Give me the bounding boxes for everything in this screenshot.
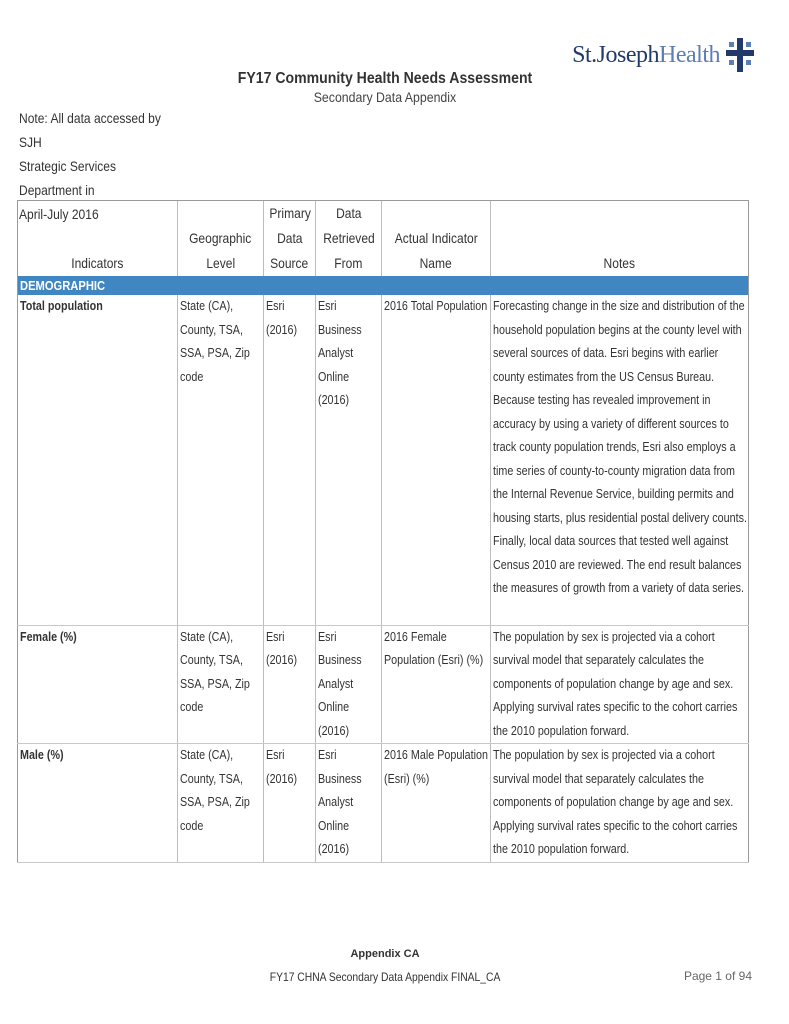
page-number: Page 1 of 94 bbox=[683, 969, 752, 983]
cell-name bbox=[382, 744, 491, 863]
note-line-3: April-July 2016 bbox=[19, 206, 99, 222]
cell-retrieved-text: Esri Business Analyst Online (2016) bbox=[318, 629, 362, 738]
footer-filename bbox=[0, 970, 770, 984]
header-indicator-name bbox=[382, 201, 491, 277]
cell-retrieved bbox=[316, 625, 382, 744]
cell-indicator-text: Total population bbox=[20, 299, 103, 313]
header-notes-text: Notes bbox=[603, 255, 636, 271]
cell-source bbox=[264, 295, 316, 625]
cell-source bbox=[264, 744, 316, 863]
table-row bbox=[18, 625, 749, 744]
cell-geo bbox=[178, 625, 264, 744]
cross-logo-icon bbox=[726, 38, 754, 72]
header-geographic-level bbox=[178, 201, 264, 277]
cell-indicator bbox=[18, 295, 178, 625]
cell-source-text: Esri (2016) bbox=[266, 629, 298, 667]
cell-retrieved bbox=[316, 295, 382, 625]
cell-notes-text: The population by sex is projected via a cohort survival model that separately calculates the components of population change by age and sex. Applying survival rates specific to the cohort carries the 2010 population forward. bbox=[493, 748, 738, 856]
section-row bbox=[18, 276, 749, 295]
cell-geo bbox=[178, 295, 264, 625]
cell-source-text: Esri (2016) bbox=[266, 748, 298, 786]
footer-filename-text: FY17 CHNA Secondary Data Appendix FINAL_CA bbox=[269, 970, 501, 984]
header-src-l2: Data bbox=[276, 230, 303, 246]
header-ret-l3: From bbox=[334, 255, 363, 271]
header-notes bbox=[491, 201, 749, 277]
cell-notes-text: Forecasting change in the size and distribution of the household population begins at the county level with several sources of data. Esri begins with earlier county estimates from the US Census Bureau. Because testing has revealed improvement in accuracy by using a variety of different sources to track county population trends, Esri also employs a time series of county-to-county migration data from the Internal Revenue Service, building permits and housing starts, plus residential postal delivery counts. Finally, local data sources that tested well against Census 2010 are reviewed. The end result balances the measures of growth from a variety of data series. bbox=[493, 299, 747, 595]
cell-retrieved-text: Esri Business Analyst Online (2016) bbox=[318, 748, 362, 856]
logo bbox=[572, 38, 754, 72]
cell-geo-text: State (CA), County, TSA, SSA, PSA, Zip code bbox=[180, 629, 250, 714]
header-geo-l1: Geographic bbox=[189, 230, 252, 246]
header-name-l2: Name bbox=[419, 255, 453, 271]
page-subtitle-text: Secondary Data Appendix bbox=[313, 89, 457, 105]
page-subtitle bbox=[0, 89, 770, 105]
cell-geo bbox=[178, 744, 264, 863]
cell-source-text: Esri (2016) bbox=[266, 299, 298, 337]
header-name-l1: Actual Indicator bbox=[394, 230, 478, 246]
header-geo-l2: Level bbox=[206, 255, 235, 271]
cell-indicator-text: Female (%) bbox=[20, 629, 77, 644]
cell-indicator bbox=[18, 625, 178, 744]
header-indicators bbox=[18, 201, 178, 277]
table-row bbox=[18, 744, 749, 863]
header-ret-l2: Retrieved bbox=[322, 230, 375, 246]
logo-text-a: St.Joseph bbox=[572, 41, 660, 68]
header-indicators-text: Indicators bbox=[71, 255, 124, 271]
cell-geo-text: State (CA), County, TSA, SSA, PSA, Zip code bbox=[180, 748, 250, 833]
header-retrieved-from bbox=[316, 201, 382, 277]
note-line-2: Strategic Services Department in bbox=[19, 158, 117, 198]
indicator-table bbox=[17, 200, 749, 863]
cell-retrieved bbox=[316, 744, 382, 863]
table-header-row bbox=[18, 201, 749, 277]
page-title: FY17 Community Health Needs Assessment bbox=[237, 70, 533, 87]
cell-name-text: 2016 Total Population bbox=[384, 299, 488, 313]
cell-source bbox=[264, 625, 316, 744]
cell-notes bbox=[491, 295, 749, 625]
cell-retrieved-text: Esri Business Analyst Online (2016) bbox=[318, 299, 362, 407]
section-label-text: DEMOGRAPHIC bbox=[20, 278, 106, 293]
cell-name-text: 2016 Female Population (Esri) (%) bbox=[384, 629, 484, 667]
cell-name-text: 2016 Male Population (Esri) (%) bbox=[384, 748, 489, 786]
cell-notes bbox=[491, 744, 749, 863]
cell-notes-text: The population by sex is projected via a cohort survival model that separately calculates the components of population change by age and sex. Applying survival rates specific to the cohort carries the 2010 population forward. bbox=[493, 629, 738, 738]
note-line-1: Note: All data accessed by SJH bbox=[19, 110, 161, 150]
cell-indicator-text: Male (%) bbox=[20, 748, 64, 762]
cell-name bbox=[382, 295, 491, 625]
logo-text-b: Health bbox=[659, 41, 720, 68]
footer-appendix: Appendix CA bbox=[350, 948, 420, 960]
cell-geo-text: State (CA), County, TSA, SSA, PSA, Zip code bbox=[180, 299, 250, 384]
cell-name bbox=[382, 625, 491, 744]
section-label bbox=[18, 276, 749, 295]
header-ret-l1: Data bbox=[335, 205, 362, 221]
cell-indicator bbox=[18, 744, 178, 863]
table-row bbox=[18, 295, 749, 625]
cell-notes bbox=[491, 625, 749, 744]
header-src-l1: Primary bbox=[269, 205, 311, 221]
logo-text bbox=[572, 42, 720, 69]
header-src-l3: Source bbox=[270, 255, 309, 271]
header-primary-source bbox=[264, 201, 316, 277]
